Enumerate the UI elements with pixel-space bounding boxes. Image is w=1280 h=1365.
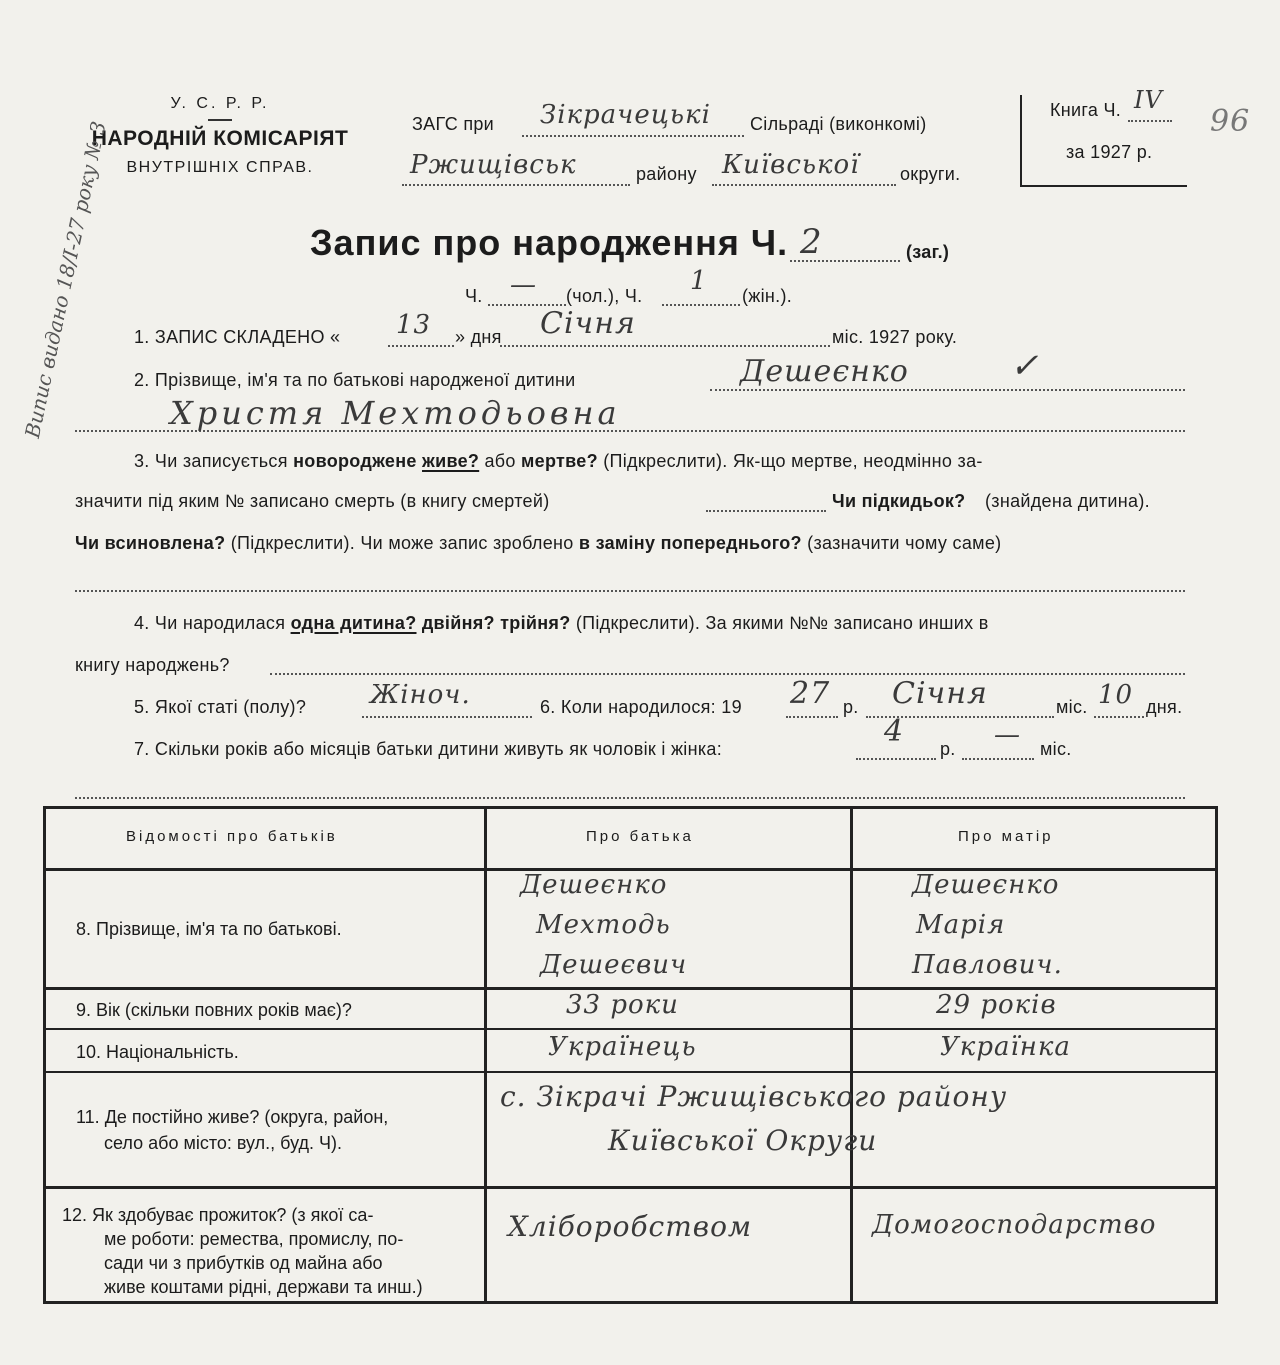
commissariat-label: НАРОДНІЙ КОМІСАРІЯТ: [91, 127, 349, 150]
issuer-header: [90, 95, 350, 177]
field-2-surname: Дешеєнко: [740, 354, 909, 389]
zags-village-line: [522, 135, 744, 137]
row-12-father: Хліборобством: [508, 1210, 753, 1243]
district-line: [402, 184, 630, 186]
col-father-header: Про батька: [586, 828, 694, 845]
district-value: Ржищівськ: [410, 150, 577, 180]
okrug-value: Київської: [722, 150, 860, 180]
row-8-father-patronymic: Дешеєвич: [540, 950, 688, 980]
republic-label: У. С. Р. Р.: [170, 95, 270, 112]
field-7-mis: міс.: [1040, 739, 1072, 759]
field-6-month: Січня: [892, 676, 988, 711]
field-2-checkmark: ✓: [1010, 346, 1040, 386]
header-divider: [208, 119, 232, 121]
female-count-line: [662, 304, 740, 306]
col-info-header: Відомості про батьків: [126, 828, 338, 845]
row-12-label-1: 12. Як здобуває прожиток? (з якої са-: [62, 1205, 374, 1225]
field-4-line-2: книгу народжень?: [75, 655, 230, 675]
row-8-mother-surname: Дешеєнко: [912, 870, 1060, 900]
table-row-10-line: [43, 1071, 1218, 1073]
field-5-value: Жіноч.: [370, 680, 471, 710]
female-count-suffix: (жін.).: [742, 286, 793, 306]
zags-suffix: Сільраді (виконкомі): [750, 114, 927, 134]
female-count-value: 1: [690, 266, 708, 296]
field-3-option-newborn: новороджене: [293, 451, 417, 471]
field-4-line-1: [134, 613, 1184, 634]
department-label: ВНУТРІШНІХ СПРАВ.: [126, 159, 314, 176]
field-3-line-2c: (знайдена дитина).: [985, 491, 1150, 511]
field-7-label: 7. Скільки років або місяців батьки дитини живуть як чоловік і жінка:: [134, 739, 723, 759]
field-3-line-3d: (зазначити чому саме): [807, 533, 1002, 553]
male-count-suffix: (чол.), Ч.: [566, 286, 643, 306]
field-1-month-line: [500, 345, 830, 347]
col-mother-header: Про матір: [958, 828, 1054, 845]
row-11-address-2: Київської Округи: [608, 1124, 878, 1157]
field-6-year-line: [786, 716, 838, 718]
field-7-months-line: [962, 758, 1034, 760]
field-4-option-triplets: трійня?: [500, 613, 571, 633]
field-6-day-line: [1094, 716, 1144, 718]
row-10-mother: Українка: [940, 1032, 1071, 1062]
field-7-years-line: [856, 758, 936, 760]
field-7-months: —: [994, 720, 1021, 750]
field-3-line-3b: (Підкреслити). Чи може запис зроблено: [230, 533, 574, 553]
field-6-dnya: дня.: [1146, 697, 1183, 717]
field-4-others-line: [270, 673, 1185, 675]
row-8-label: 8. Прізвище, ім'я та по батькові.: [76, 919, 342, 939]
row-10-father: Українець: [548, 1032, 697, 1062]
field-7-years: 4: [884, 714, 905, 749]
record-title-suffix: (заг.): [906, 242, 950, 262]
book-year: за 1927 р.: [1066, 142, 1153, 162]
zags-village-value: Зікрачецькі: [540, 100, 711, 130]
field-1-label: 1. ЗАПИС СКЛАДЕНО «: [134, 327, 341, 347]
field-3-option-alive: живе?: [422, 451, 480, 471]
record-number-value: 2: [800, 222, 823, 262]
table-row-9-line: [43, 1028, 1218, 1030]
row-10-label: 10. Національність.: [76, 1042, 239, 1062]
row-11-label-2: село або місто: вул., буд. Ч).: [104, 1133, 342, 1153]
row-8-mother-name: Марія: [916, 910, 1006, 940]
field-1-day: 13: [396, 310, 432, 340]
corner-number: 96: [1210, 104, 1251, 139]
row-8-father-surname: Дешеєнко: [520, 870, 668, 900]
field-4-option-single: одна дитина?: [290, 613, 417, 633]
district-label: району: [636, 164, 697, 184]
margin-note: Випис видано 18/І-27 року № 3: [20, 119, 111, 440]
table-divider-2: [850, 806, 853, 1304]
row-11-label-1: 11. Де постійно живе? (округа, район,: [76, 1107, 389, 1127]
field-4-text-e: (Підкреслити). За якими №№ записано инших в: [575, 613, 989, 633]
male-count-value: —: [510, 270, 537, 300]
field-3-option-dead: мертве?: [521, 451, 598, 471]
field-3-text-a: 3. Чи записується: [134, 451, 288, 471]
field-4-text-a: 4. Чи народилася: [134, 613, 286, 633]
field-3-adopted: Чи всиновлена?: [75, 533, 226, 553]
field-3-line-2a: значити під яким № записано смерть (в книгу смертей): [75, 491, 550, 511]
field-6-label: 6. Коли народилося: 19: [540, 697, 742, 717]
field-6-mis: міс.: [1056, 697, 1088, 717]
row-12-mother: Домогосподарство: [872, 1210, 1157, 1240]
field-5-line: [362, 716, 532, 718]
field-7-extra-line: [75, 797, 1185, 799]
book-number-line: [1128, 120, 1172, 122]
field-2-name: Христя Мехтодьовна: [170, 394, 621, 432]
record-title: Запис про народження Ч.: [310, 222, 789, 263]
table-divider-1: [484, 806, 487, 1304]
row-9-mother: 29 років: [936, 990, 1057, 1020]
field-3-replacement: в заміну попереднього?: [578, 533, 802, 553]
table-row-11-line: [43, 1186, 1218, 1189]
field-7-r: р.: [940, 739, 956, 759]
field-3-death-line: [706, 510, 826, 512]
row-9-label: 9. Вік (скільки повних років має)?: [76, 1000, 352, 1020]
field-1-mid: » дня: [455, 327, 502, 347]
row-12-label-4: живе коштами рідні, держави та инш.): [104, 1277, 423, 1297]
row-8-mother-patronymic: Павлович.: [912, 950, 1063, 980]
male-count-label: Ч.: [465, 286, 483, 306]
row-12-label-2: ме роботи: ремества, промислу, по-: [104, 1229, 404, 1249]
field-2-line-1: [710, 389, 1185, 391]
book-number-value: IV: [1134, 86, 1163, 114]
field-6-day: 10: [1098, 680, 1134, 710]
field-1-month: Січня: [540, 306, 636, 341]
field-1-day-line: [388, 345, 454, 347]
row-11-address-1: с. Зікрачі Ржищівського району: [500, 1080, 1008, 1113]
field-3-foundling: Чи підкидьок?: [832, 491, 966, 511]
book-label: Книга Ч.: [1050, 100, 1122, 120]
field-5-label: 5. Якої статі (полу)?: [134, 697, 307, 717]
okrug-label: округи.: [900, 164, 961, 184]
zags-prefix: ЗАГС при: [412, 114, 495, 134]
row-9-father: 33 роки: [566, 990, 679, 1020]
row-12-label-3: сади чи з прибутків од майна або: [104, 1253, 383, 1273]
field-2-label: 2. Прізвище, ім'я та по батькові народженої дитини: [134, 370, 576, 390]
field-3-line-3: [75, 533, 1185, 554]
field-6-year: 27: [790, 676, 831, 711]
field-3-text-or: або: [484, 451, 516, 471]
field-3-line-1: [134, 451, 1184, 472]
field-1-suffix: міс. 1927 року.: [832, 327, 958, 347]
field-6-r: р.: [843, 697, 859, 717]
okrug-line: [712, 184, 896, 186]
field-3-text-f: (Підкреслити). Як-що мертве, неодмінно за-: [603, 451, 983, 471]
row-8-father-name: Мехтодь: [536, 910, 671, 940]
field-4-option-twins: двійня?: [421, 613, 495, 633]
field-3-reason-line: [75, 590, 1185, 592]
